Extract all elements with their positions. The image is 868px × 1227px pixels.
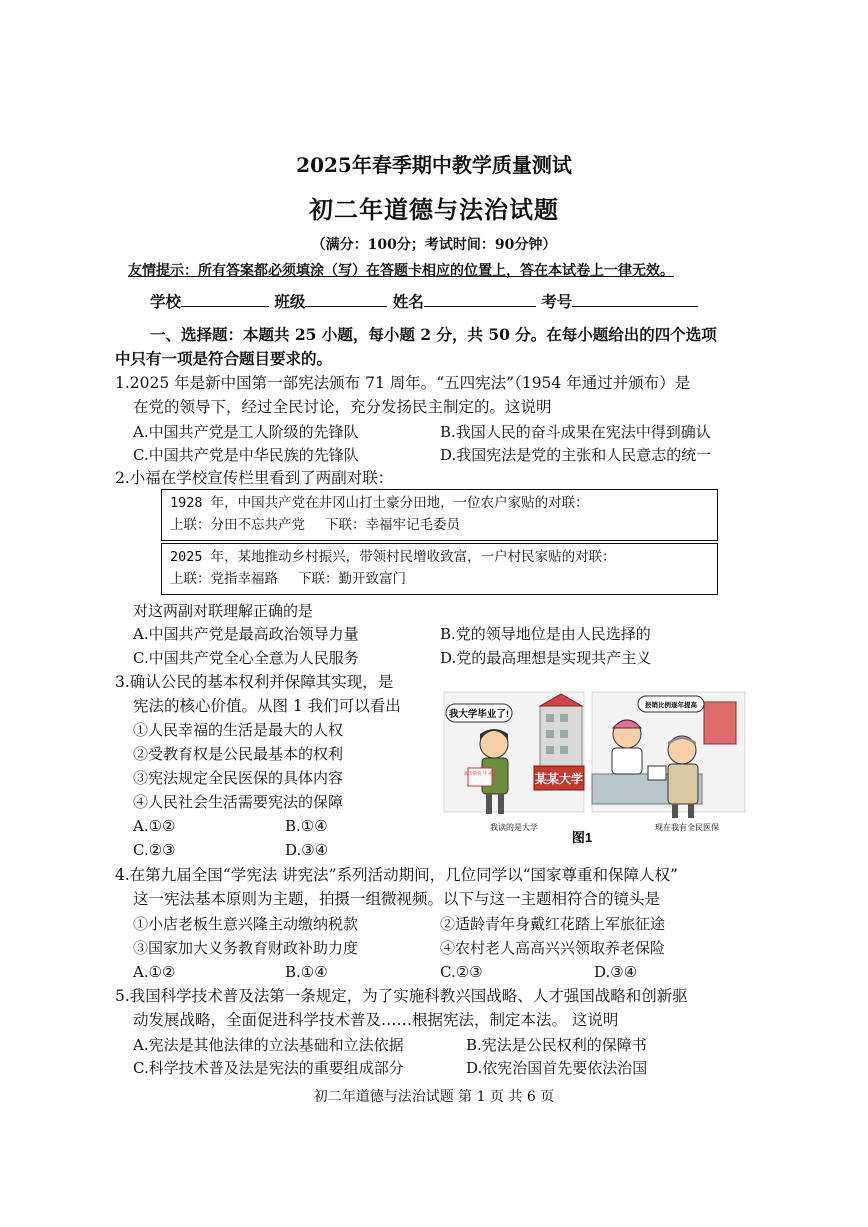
paper-title: 初二年道德与法治试题 (309, 195, 559, 224)
q4-stem-line1: 4.在第九届全国“学宪法 讲宪法”系列活动期间，几位同学以“国家尊重和保障人权” (115, 866, 678, 884)
couplet-box-2025 (161, 543, 718, 595)
q3-option-c: C.②③ (133, 841, 176, 859)
q1-stem-line1: 1.2025 年是新中国第一部宪法颁布 71 周年。“五四宪法”（1954 年通过并颁布）是 (115, 374, 691, 392)
q4-option-d: D.③④ (594, 963, 638, 981)
q5-option-c: C.科学技术普及法是宪法的重要组成部分 (133, 1059, 404, 1077)
q2-question: 对这两副对联理解正确的是 (133, 602, 314, 620)
q1-option-a: A.中国共产党是工人阶级的先锋队 (133, 423, 359, 441)
exam-number-blank (572, 290, 698, 307)
q4-stem-line2: 这一宪法基本原则为主题，拍摄一组微视频。以下与这一主题相符合的镜头是 (133, 890, 661, 908)
q1-option-b: B.我国人民的奋斗成果在宪法中得到确认 (440, 423, 711, 441)
q2-option-a: A.中国共产党是最高政治领导力量 (133, 625, 359, 643)
q4-option-c: C.②③ (440, 963, 483, 981)
q3-option-a: A.①② (133, 817, 176, 835)
section-heading-line1: 一、选择题：本题共 25 小题，每小题 2 分，共 50 分。在每小题给出的四个选项 (150, 325, 717, 344)
q3-stem-line2: 宪法的核心价值。从图 1 我们可以看出 (133, 697, 401, 715)
graduate-speech-bubble: 我大学毕业了! (448, 709, 510, 720)
q5-option-a: A.宪法是其他法律的立法基础和立法依据 (133, 1036, 404, 1054)
school-label: 学校 (150, 292, 182, 311)
school-blank (181, 290, 269, 307)
left-caption: 我读的是大学 (490, 823, 538, 832)
doctor-speech-bubble: 报销比例逐年提高 (645, 702, 697, 709)
class-blank (305, 290, 387, 307)
medical-insurance-panel (592, 692, 745, 818)
couplet-box-1928 (161, 489, 718, 541)
score-line: （满分：100分；考试时间：90分钟） (311, 237, 557, 253)
q3-statement-4: ④人民社会生活需要宪法的保障 (133, 793, 344, 811)
q3-option-d: D.③④ (285, 841, 329, 859)
q4-option-a: A.①② (133, 963, 176, 981)
q4-statement-1: ①小店老板生意兴隆主动缴纳税款 (133, 915, 359, 933)
couplet-1-lower: 下联：幸福牢记毛委员 (325, 517, 460, 533)
q4-statement-3: ③国家加大义务教育财政补助力度 (133, 939, 359, 957)
figure-1-cartoon (442, 684, 747, 849)
couplet-1-lines (170, 514, 709, 536)
q2-option-c: C.中国共产党全心全意为人民服务 (133, 649, 359, 667)
student-info-line (150, 290, 698, 312)
q4-statement-2: ②适龄青年身戴红花踏上军旅征途 (440, 915, 666, 933)
exam-number-label: 考号 (541, 292, 573, 311)
class-label: 班级 (274, 292, 306, 311)
right-caption: 现在我有全民医保 (655, 823, 719, 832)
q5-option-d: D.依宪治国首先要依法治国 (466, 1059, 648, 1077)
couplet-1-upper: 上联：分田不忘共产党 (170, 517, 305, 533)
q1-stem-line2: 在党的领导下，经过全民讨论，充分发扬民主制定的。这说明 (133, 398, 552, 416)
exam-name: 2025年春季期中教学质量测试 (296, 153, 572, 177)
couplet-2-lower: 下联：勤开致富门 (298, 571, 406, 587)
name-blank (424, 290, 536, 307)
q4-option-b: B.①④ (285, 963, 328, 981)
couplet-2-upper: 上联：党指幸福路 (170, 571, 278, 587)
q3-statement-1: ①人民幸福的生活是最大的人权 (133, 721, 344, 739)
q2-option-d: D.党的最高理想是实现共产主义 (440, 649, 652, 667)
q1-option-d: D.我国宪法是党的主张和人民意志的统一 (440, 446, 712, 464)
couplet-1-intro: 1928 年，中国共产党在井冈山打土豪分田地，一位农户家贴的对联： (170, 495, 589, 511)
q3-stem-line1: 3.确认公民的基本权利并保障其实现，是 (115, 673, 394, 691)
page-footer: 初二年道德与法治试题 第 1 页 共 6 页 (313, 1089, 555, 1105)
reminder-text: 友情提示：所有答案都必须填涂（写）在答题卡相应的位置上，答在本试卷上一律无效。 (128, 263, 674, 279)
university-sign: 某某大学 (534, 772, 584, 786)
figure-label: 图1 (571, 830, 593, 845)
graduate-panel (444, 692, 584, 814)
q3-option-b: B.①④ (285, 817, 328, 835)
name-label: 姓名 (392, 292, 424, 311)
couplet-2-lines (170, 568, 709, 590)
q5-stem-line2: 动发展战略，全面促进科学技术普及……根据宪法，制定本法。 这说明 (133, 1011, 619, 1029)
q2-option-b: B.党的领导地位是由人民选择的 (440, 625, 651, 643)
q2-stem: 2.小福在学校宣传栏里看到了两副对联： (115, 469, 394, 487)
diploma-text: 高等教育 毕业证 (463, 771, 497, 776)
couplet-2-intro: 2025 年，某地推动乡村振兴，带领村民增收致富，一户村民家贴的对联： (170, 549, 616, 565)
section-heading-line2: 中只有一项是符合题目要求的。 (115, 349, 333, 368)
q1-option-c: C.中国共产党是中华民族的先锋队 (133, 446, 359, 464)
q3-statement-3: ③宪法规定全民医保的具体内容 (133, 769, 344, 787)
q4-statement-4: ④农村老人高高兴兴领取养老保险 (440, 939, 666, 957)
q3-statement-2: ②受教育权是公民最基本的权利 (133, 745, 344, 763)
q5-stem-line1: 5.我国科学技术普及法第一条规定，为了实施科教兴国战略、人才强国战略和创新驱 (115, 987, 688, 1005)
q5-option-b: B.宪法是公民权利的保障书 (466, 1036, 647, 1054)
